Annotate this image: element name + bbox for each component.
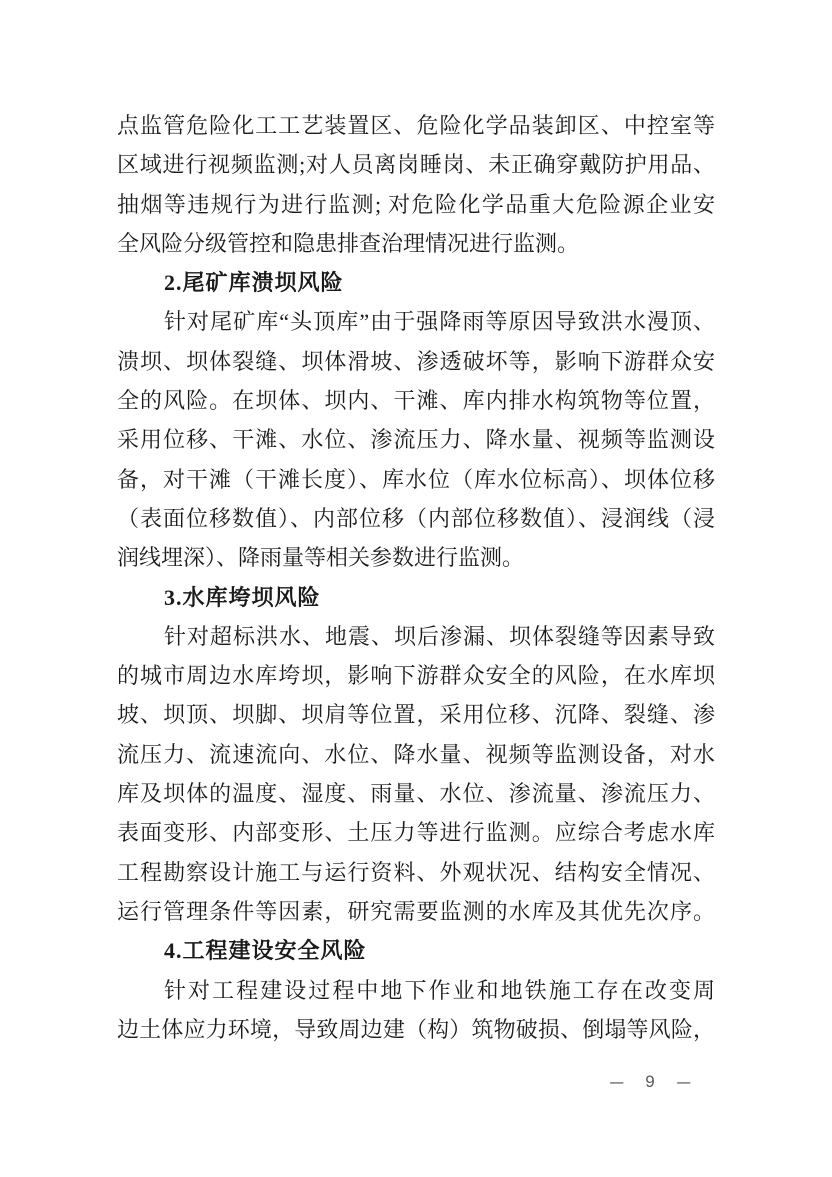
- section-heading-reservoir: 3.水库垮坝风险: [164, 584, 321, 610]
- text-line: 工程勘察设计施工与运行资料、外观状况、结构安全情况、: [117, 859, 715, 885]
- page-number-dash-left: –: [610, 1072, 624, 1091]
- section-heading-tailings: 2.尾矿库溃坝风险: [164, 270, 344, 296]
- text-line: （表面位移数值）、内部位移（内部位移数值）、浸润线（浸: [117, 505, 715, 531]
- text-line: 点监管危险化工工艺装置区、危险化学品装卸区、中控室等: [117, 113, 715, 138]
- section-heading-construction: 4.工程建设安全风险: [164, 938, 367, 964]
- document-text-block: [117, 106, 715, 1049]
- text-line: 库及坝体的温度、湿度、雨量、水位、渗流量、渗流压力、: [117, 781, 715, 807]
- text-line: 流压力、流速流向、水位、降水量、视频等监测设备，对水: [117, 741, 715, 767]
- text-line: 溃坝、坝体裂缝、坝体滑坡、渗透破坏等，影响下游群众安: [117, 348, 715, 374]
- text-line: 采用位移、干滩、水位、渗流压力、降水量、视频等监测设: [117, 427, 715, 453]
- text-line: 边土体应力环境，导致周边建（构）筑物破损、倒塌等风险，: [117, 1016, 715, 1042]
- text-line: 抽烟等违规行为进行监测; 对危险化学品重大危险源企业安: [117, 191, 715, 217]
- text-line: 运行管理条件等因素，研究需要监测的水库及其优先次序。: [117, 898, 715, 924]
- text-line: 针对超标洪水、地震、坝后渗漏、坝体裂缝等因素导致: [164, 623, 715, 649]
- text-line: 的城市周边水库垮坝，影响下游群众安全的风险，在水库坝: [117, 663, 715, 689]
- page-number-value: 9: [645, 1072, 655, 1091]
- page-number: [612, 1072, 688, 1092]
- text-line: 区域进行视频监测;对人员离岗睡岗、未正确穿戴防护用品、: [117, 152, 715, 178]
- text-line: 针对工程建设过程中地下作业和地铁施工存在改变周: [164, 977, 715, 1003]
- text-line: 全的风险。在坝体、坝内、干滩、库内排水构筑物等位置，: [117, 388, 715, 414]
- text-line: 备，对干滩（干滩长度）、库水位（库水位标高）、坝体位移: [117, 466, 715, 492]
- text-line: 润线埋深）、降雨量等相关参数进行监测。: [117, 545, 525, 571]
- text-line: 针对尾矿库“头顶库”由于强降雨等原因导致洪水漫顶、: [164, 309, 715, 335]
- page-number-dash-right: –: [676, 1072, 690, 1091]
- text-line: 全风险分级管控和隐患排查治理情况进行监测。: [117, 230, 580, 256]
- text-line: 坡、坝顶、坝脚、坝肩等位置，采用位移、沉降、裂缝、渗: [117, 702, 715, 728]
- text-line: 表面变形、内部变形、土压力等进行监测。应综合考虑水库: [117, 820, 715, 846]
